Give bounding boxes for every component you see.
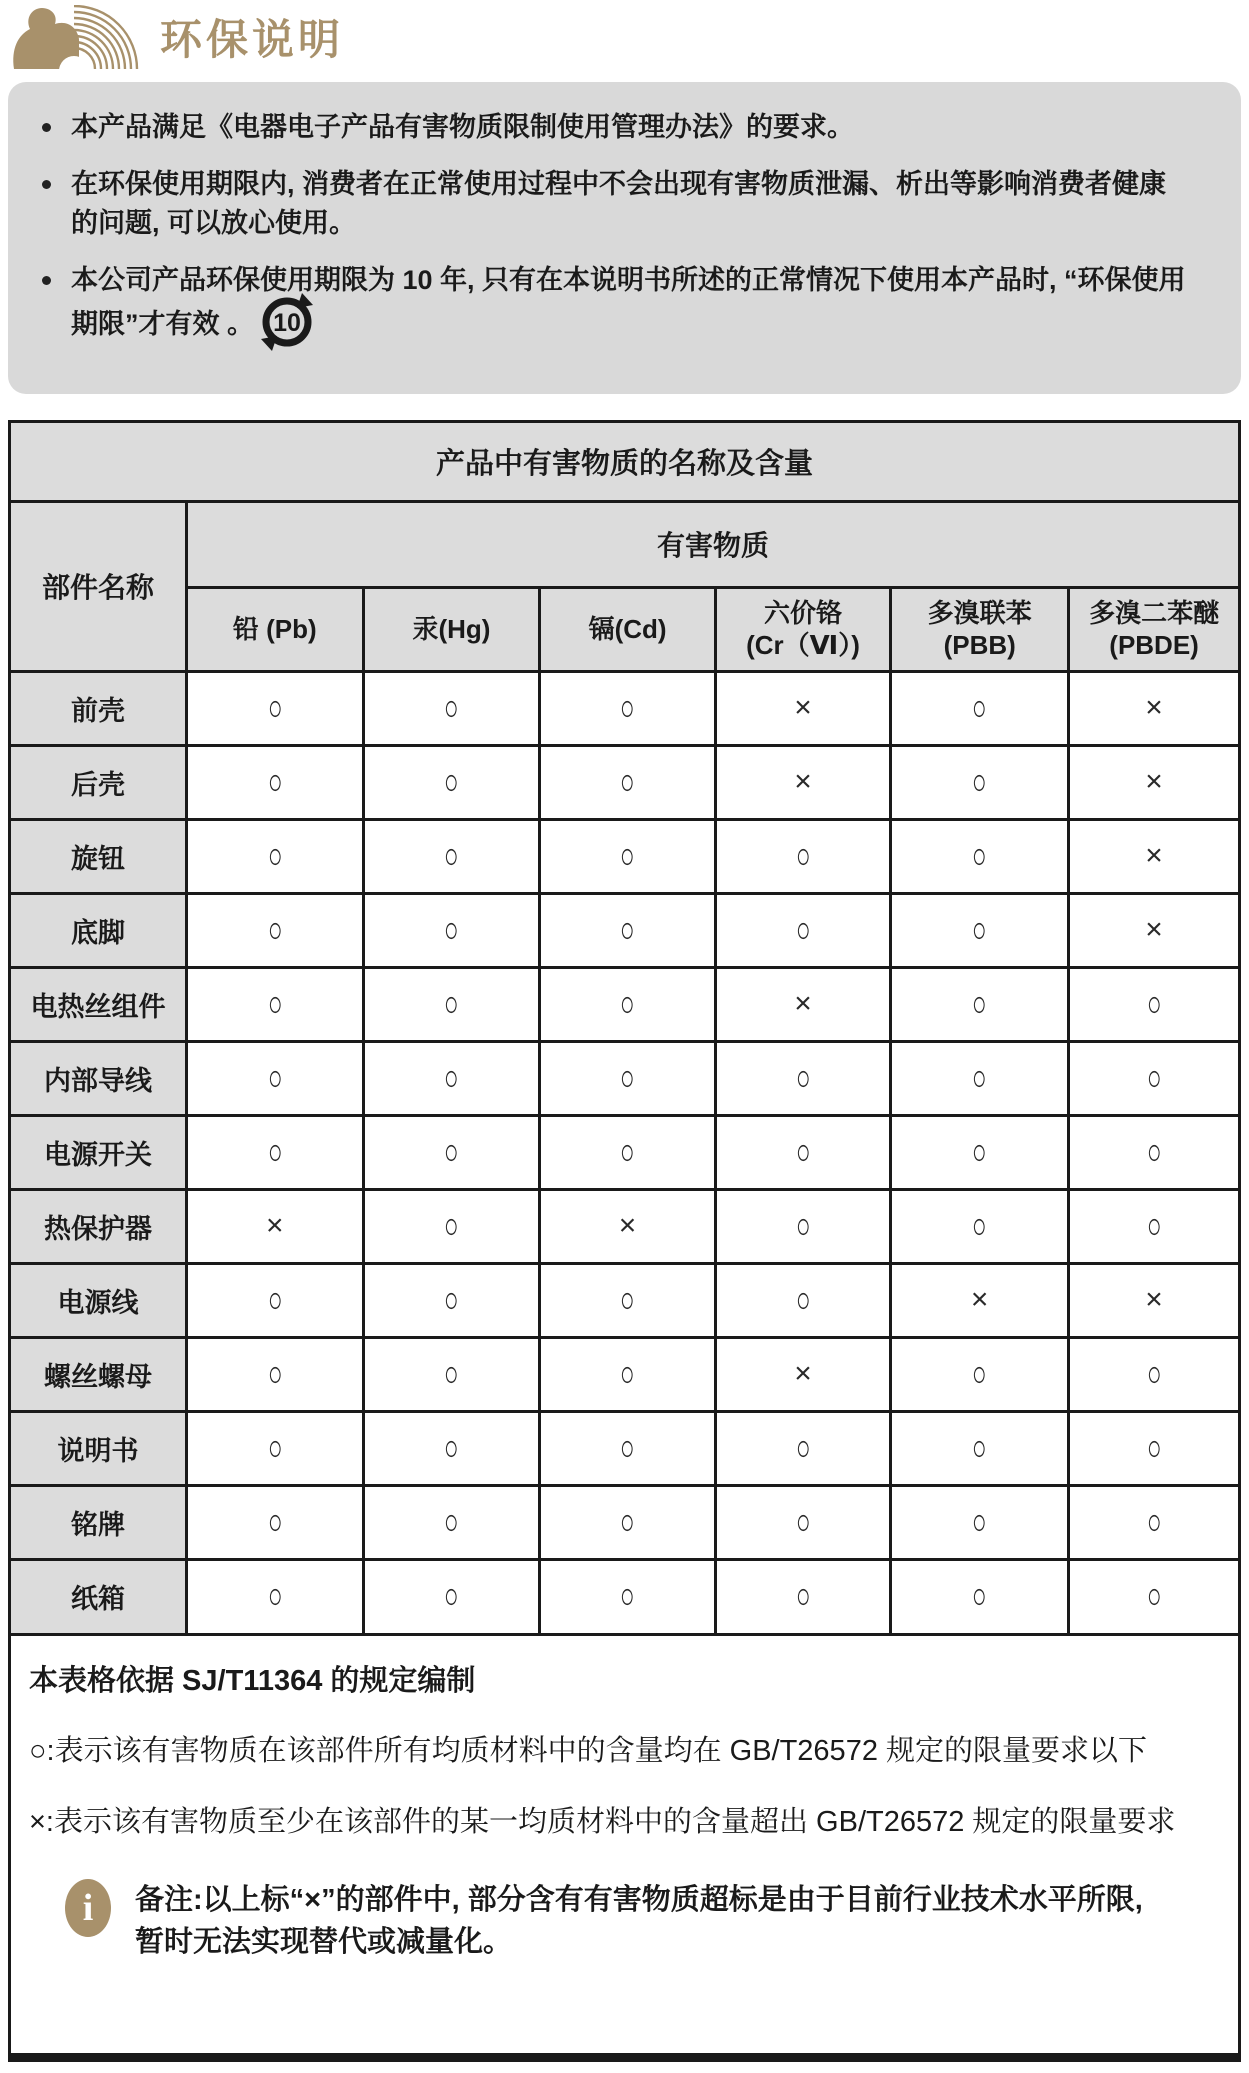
pass-circle-symbol: ○ xyxy=(1146,1426,1162,1468)
pass-circle-symbol: ○ xyxy=(972,834,988,876)
pass-symbol-cell xyxy=(363,1411,540,1485)
note-pass-meaning: ○:表示该有害物质在该部件所有均质材料中的含量均在 GB/T26572 规定的限量要求以下 xyxy=(29,1735,1148,1767)
fail-symbol-cell xyxy=(891,1263,1069,1337)
pass-symbol-cell xyxy=(891,1115,1069,1189)
pass-circle-symbol: ○ xyxy=(620,686,635,728)
pass-symbol-cell xyxy=(186,1485,363,1559)
pass-circle-symbol: ○ xyxy=(1146,1500,1162,1542)
pass-circle-symbol: ○ xyxy=(444,1056,459,1098)
fail-symbol-cell xyxy=(1069,745,1238,819)
pass-symbol-cell xyxy=(363,1263,540,1337)
table-row xyxy=(11,1189,1238,1263)
pass-symbol-cell xyxy=(363,1559,540,1633)
part-name-cell: 铭牌 xyxy=(11,1485,186,1559)
pass-symbol-cell xyxy=(363,671,540,745)
fail-symbol-cell xyxy=(1069,1263,1238,1337)
pass-circle-symbol: ○ xyxy=(620,1056,635,1098)
pass-symbol-cell xyxy=(1069,1189,1238,1263)
part-name-cell: 旋钮 xyxy=(11,819,186,893)
table-row xyxy=(11,745,1238,819)
fail-cross-symbol: × xyxy=(1145,691,1163,724)
bullet-dot-icon xyxy=(42,123,51,132)
table-title: 产品中有害物质的名称及含量 xyxy=(11,423,1238,501)
pass-circle-symbol: ○ xyxy=(1146,1575,1162,1617)
pass-symbol-cell xyxy=(186,1263,363,1337)
fail-symbol-cell xyxy=(186,1189,363,1263)
pass-symbol-cell xyxy=(715,1485,890,1559)
pass-circle-symbol: ○ xyxy=(267,834,283,876)
pass-circle-symbol: ○ xyxy=(444,1500,459,1542)
pass-circle-symbol: ○ xyxy=(267,1056,283,1098)
pass-circle-symbol: ○ xyxy=(620,1352,635,1394)
pass-circle-symbol: ○ xyxy=(795,834,811,876)
info-bullet-2 xyxy=(28,165,1213,243)
pass-symbol-cell xyxy=(891,967,1069,1041)
pass-symbol-cell xyxy=(715,1411,890,1485)
fail-symbol-cell xyxy=(540,1189,715,1263)
epup-years-number: 10 xyxy=(273,308,301,337)
table-row xyxy=(11,1263,1238,1337)
pass-symbol-cell xyxy=(891,1189,1069,1263)
table-row xyxy=(11,893,1238,967)
pass-circle-symbol: ○ xyxy=(795,1500,811,1542)
pass-circle-symbol: ○ xyxy=(267,1575,283,1617)
fail-symbol-cell xyxy=(715,671,890,745)
table-row xyxy=(11,967,1238,1041)
pass-circle-symbol: ○ xyxy=(444,1352,459,1394)
pass-symbol-cell xyxy=(186,745,363,819)
pass-symbol-cell xyxy=(186,671,363,745)
remark-row xyxy=(29,1879,1212,1963)
fail-cross-symbol: × xyxy=(794,765,812,798)
pass-symbol-cell xyxy=(186,1337,363,1411)
pass-symbol-cell xyxy=(891,1337,1069,1411)
pass-symbol-cell xyxy=(1069,1115,1238,1189)
pass-symbol-cell xyxy=(186,1411,363,1485)
pass-circle-symbol: ○ xyxy=(620,1575,635,1617)
pass-circle-symbol: ○ xyxy=(620,1130,635,1172)
fail-symbol-cell xyxy=(715,967,890,1041)
pass-symbol-cell xyxy=(540,1485,715,1559)
pass-circle-symbol: ○ xyxy=(972,686,988,728)
pass-symbol-cell xyxy=(891,745,1069,819)
pass-symbol-cell xyxy=(540,1263,715,1337)
pass-symbol-cell xyxy=(540,967,715,1041)
table-row xyxy=(11,1337,1238,1411)
pass-symbol-cell xyxy=(891,1041,1069,1115)
table-row xyxy=(11,1041,1238,1115)
pass-symbol-cell xyxy=(715,1559,890,1633)
table-title-row xyxy=(11,423,1238,501)
pass-circle-symbol: ○ xyxy=(795,1130,811,1172)
part-name-cell: 热保护器 xyxy=(11,1189,186,1263)
pass-symbol-cell xyxy=(540,893,715,967)
fail-symbol-cell xyxy=(715,1337,890,1411)
fail-symbol-cell xyxy=(715,745,890,819)
part-name-cell: 说明书 xyxy=(11,1411,186,1485)
pass-symbol-cell xyxy=(1069,1559,1238,1633)
pass-symbol-cell xyxy=(1069,1411,1238,1485)
pass-circle-symbol: ○ xyxy=(267,908,283,950)
pass-circle-symbol: ○ xyxy=(444,686,459,728)
table-row xyxy=(11,1559,1238,1633)
pass-circle-symbol: ○ xyxy=(795,1575,811,1617)
brand-environment-logo-icon xyxy=(8,5,140,69)
pass-symbol-cell xyxy=(363,745,540,819)
note-basis: 本表格依据 SJ/T11364 的规定编制 xyxy=(29,1665,476,1697)
pass-circle-symbol: ○ xyxy=(267,760,283,802)
pass-symbol-cell xyxy=(540,1041,715,1115)
pass-circle-symbol: ○ xyxy=(795,1056,811,1098)
pass-symbol-cell xyxy=(715,893,890,967)
pass-circle-symbol: ○ xyxy=(267,1130,283,1172)
pass-circle-symbol: ○ xyxy=(1146,1056,1162,1098)
pass-circle-symbol: ○ xyxy=(444,982,459,1024)
pass-circle-symbol: ○ xyxy=(267,982,283,1024)
fail-cross-symbol: × xyxy=(1145,1283,1163,1316)
pass-circle-symbol: ○ xyxy=(267,686,283,728)
pass-circle-symbol: ○ xyxy=(972,1352,988,1394)
pass-circle-symbol: ○ xyxy=(972,982,988,1024)
pass-symbol-cell xyxy=(186,1115,363,1189)
table-notes xyxy=(11,1633,1238,2053)
pass-symbol-cell xyxy=(540,745,715,819)
fail-cross-symbol: × xyxy=(618,1209,637,1242)
part-name-column-header: 部件名称 xyxy=(11,501,186,671)
pass-circle-symbol: ○ xyxy=(620,1426,635,1468)
pass-circle-symbol: ○ xyxy=(620,834,635,876)
pass-symbol-cell xyxy=(363,1041,540,1115)
pass-symbol-cell xyxy=(891,671,1069,745)
pass-symbol-cell xyxy=(891,893,1069,967)
pass-circle-symbol: ○ xyxy=(972,760,988,802)
pass-symbol-cell xyxy=(540,819,715,893)
page-header xyxy=(0,0,1249,70)
pass-symbol-cell xyxy=(891,819,1069,893)
fail-symbol-cell xyxy=(1069,893,1238,967)
epup-10-year-recycle-icon xyxy=(258,293,316,351)
part-name-cell: 电源开关 xyxy=(11,1115,186,1189)
substance-column-header: 多溴联苯 (PBB) xyxy=(891,587,1069,671)
table-row xyxy=(11,819,1238,893)
pass-symbol-cell xyxy=(186,1559,363,1633)
substances-group-header: 有害物质 xyxy=(186,501,1238,587)
fail-cross-symbol: × xyxy=(970,1283,989,1316)
hazardous-substances-table xyxy=(11,423,1238,1633)
substance-column-header: 铅 (Pb) xyxy=(186,587,363,671)
fail-cross-symbol: × xyxy=(1145,913,1163,946)
table-row xyxy=(11,671,1238,745)
table-row xyxy=(11,1115,1238,1189)
pass-circle-symbol: ○ xyxy=(267,1426,283,1468)
pass-circle-symbol: ○ xyxy=(444,1130,459,1172)
fail-symbol-cell xyxy=(1069,819,1238,893)
pass-circle-symbol: ○ xyxy=(444,834,459,876)
pass-symbol-cell xyxy=(715,1263,890,1337)
info-bullet-3-label: 本公司产品环保使用期限为 10 年, 只有在本说明书所述的正常情况下使用本产品时, “环保使用期限”才有效 。 xyxy=(71,265,1186,339)
pass-circle-symbol: ○ xyxy=(972,908,988,950)
pass-circle-symbol: ○ xyxy=(972,1500,988,1542)
pass-symbol-cell xyxy=(715,819,890,893)
table-body xyxy=(11,671,1238,1633)
pass-symbol-cell xyxy=(891,1485,1069,1559)
pass-symbol-cell xyxy=(363,1337,540,1411)
pass-circle-symbol: ○ xyxy=(1146,1204,1162,1246)
note-fail-meaning: ×:表示该有害物质至少在该部件的某一均质材料中的含量超出 GB/T26572 规定的限量要求 xyxy=(29,1805,1176,1838)
pass-symbol-cell xyxy=(540,671,715,745)
pass-circle-symbol: ○ xyxy=(444,760,459,802)
pass-symbol-cell xyxy=(1069,1337,1238,1411)
pass-symbol-cell xyxy=(540,1337,715,1411)
info-bullet-1 xyxy=(28,108,1213,147)
pass-symbol-cell xyxy=(540,1559,715,1633)
pass-symbol-cell xyxy=(540,1411,715,1485)
part-name-cell: 纸箱 xyxy=(11,1559,186,1633)
info-bullet-1-text: 本产品满足《电器电子产品有害物质限制使用管理办法》的要求。 xyxy=(71,112,854,142)
pass-circle-symbol: ○ xyxy=(620,982,635,1024)
pass-circle-symbol: ○ xyxy=(444,1278,459,1320)
pass-circle-symbol: ○ xyxy=(1146,1130,1162,1172)
pass-circle-symbol: ○ xyxy=(620,760,635,802)
table-row xyxy=(11,1411,1238,1485)
substance-column-header: 多溴二苯醚 (PBDE) xyxy=(1069,587,1238,671)
fail-symbol-cell xyxy=(1069,671,1238,745)
pass-symbol-cell xyxy=(186,819,363,893)
pass-circle-symbol: ○ xyxy=(444,1204,459,1246)
part-name-cell: 底脚 xyxy=(11,893,186,967)
pass-symbol-cell xyxy=(363,1189,540,1263)
part-name-cell: 螺丝螺母 xyxy=(11,1337,186,1411)
info-bullet-3-text xyxy=(71,261,1191,350)
pass-symbol-cell xyxy=(1069,1041,1238,1115)
pass-symbol-cell xyxy=(186,967,363,1041)
pass-symbol-cell xyxy=(1069,1485,1238,1559)
pass-symbol-cell xyxy=(363,819,540,893)
pass-circle-symbol: ○ xyxy=(1146,1352,1162,1394)
info-bullet-2-text: 在环保使用期限内, 消费者在正常使用过程中不会出现有害物质泄漏、析出等影响消费者健康的问题, 可以放心使用。 xyxy=(71,169,1167,239)
fail-cross-symbol: × xyxy=(794,987,812,1020)
substance-column-header: 汞(Hg) xyxy=(363,587,540,671)
fail-cross-symbol: × xyxy=(794,691,812,724)
page-title: 环保说明 xyxy=(160,16,345,63)
pass-symbol-cell xyxy=(363,1115,540,1189)
table-group-header-row xyxy=(11,501,1238,587)
pass-circle-symbol: ○ xyxy=(795,1204,811,1246)
pass-symbol-cell xyxy=(363,967,540,1041)
environment-info-panel xyxy=(8,82,1241,394)
pass-circle-symbol: ○ xyxy=(972,1575,988,1617)
pass-circle-symbol: ○ xyxy=(620,1278,635,1320)
pass-symbol-cell xyxy=(715,1189,890,1263)
bullet-dot-icon xyxy=(42,276,51,285)
fail-cross-symbol: × xyxy=(1145,839,1163,872)
pass-circle-symbol: ○ xyxy=(1146,982,1162,1024)
part-name-cell: 电热丝组件 xyxy=(11,967,186,1041)
pass-circle-symbol: ○ xyxy=(795,1278,811,1320)
pass-circle-symbol: ○ xyxy=(444,1426,459,1468)
pass-circle-symbol: ○ xyxy=(795,1426,811,1468)
remark-text: 备注:以上标“×”的部件中, 部分含有有害物质超标是由于目前行业技术水平所限, 暂时无法实现替代或减量化。 xyxy=(135,1883,1143,1958)
info-bullet-3 xyxy=(28,261,1213,350)
hazardous-substances-section xyxy=(8,420,1241,2062)
pass-symbol-cell xyxy=(186,1041,363,1115)
part-name-cell: 电源线 xyxy=(11,1263,186,1337)
substance-header-row xyxy=(11,587,1238,671)
pass-symbol-cell xyxy=(363,893,540,967)
pass-symbol-cell xyxy=(715,1115,890,1189)
fail-cross-symbol: × xyxy=(1145,765,1163,798)
pass-symbol-cell xyxy=(540,1115,715,1189)
pass-circle-symbol: ○ xyxy=(267,1278,283,1320)
part-name-cell: 内部导线 xyxy=(11,1041,186,1115)
substance-column-header: 镉(Cd) xyxy=(540,587,715,671)
pass-circle-symbol: ○ xyxy=(972,1130,988,1172)
pass-circle-symbol: ○ xyxy=(972,1204,988,1246)
part-name-cell: 后壳 xyxy=(11,745,186,819)
pass-circle-symbol: ○ xyxy=(972,1056,988,1098)
substance-column-header: 六价铬 (Cr（Ⅵ）) xyxy=(715,587,890,671)
pass-circle-symbol: ○ xyxy=(267,1352,283,1394)
pass-symbol-cell xyxy=(891,1411,1069,1485)
pass-circle-symbol: ○ xyxy=(620,908,635,950)
pass-circle-symbol: ○ xyxy=(444,908,459,950)
pass-symbol-cell xyxy=(715,1041,890,1115)
pass-circle-symbol: ○ xyxy=(444,1575,459,1617)
info-icon: i xyxy=(65,1879,111,1937)
pass-symbol-cell xyxy=(363,1485,540,1559)
part-name-cell: 前壳 xyxy=(11,671,186,745)
pass-symbol-cell xyxy=(1069,967,1238,1041)
pass-circle-symbol: ○ xyxy=(620,1500,635,1542)
table-row xyxy=(11,1485,1238,1559)
pass-symbol-cell xyxy=(186,893,363,967)
pass-circle-symbol: ○ xyxy=(972,1426,988,1468)
bullet-dot-icon xyxy=(42,180,51,189)
pass-circle-symbol: ○ xyxy=(267,1500,283,1542)
fail-cross-symbol: × xyxy=(794,1357,812,1390)
pass-symbol-cell xyxy=(891,1559,1069,1633)
fail-cross-symbol: × xyxy=(266,1209,284,1242)
pass-circle-symbol: ○ xyxy=(795,908,811,950)
